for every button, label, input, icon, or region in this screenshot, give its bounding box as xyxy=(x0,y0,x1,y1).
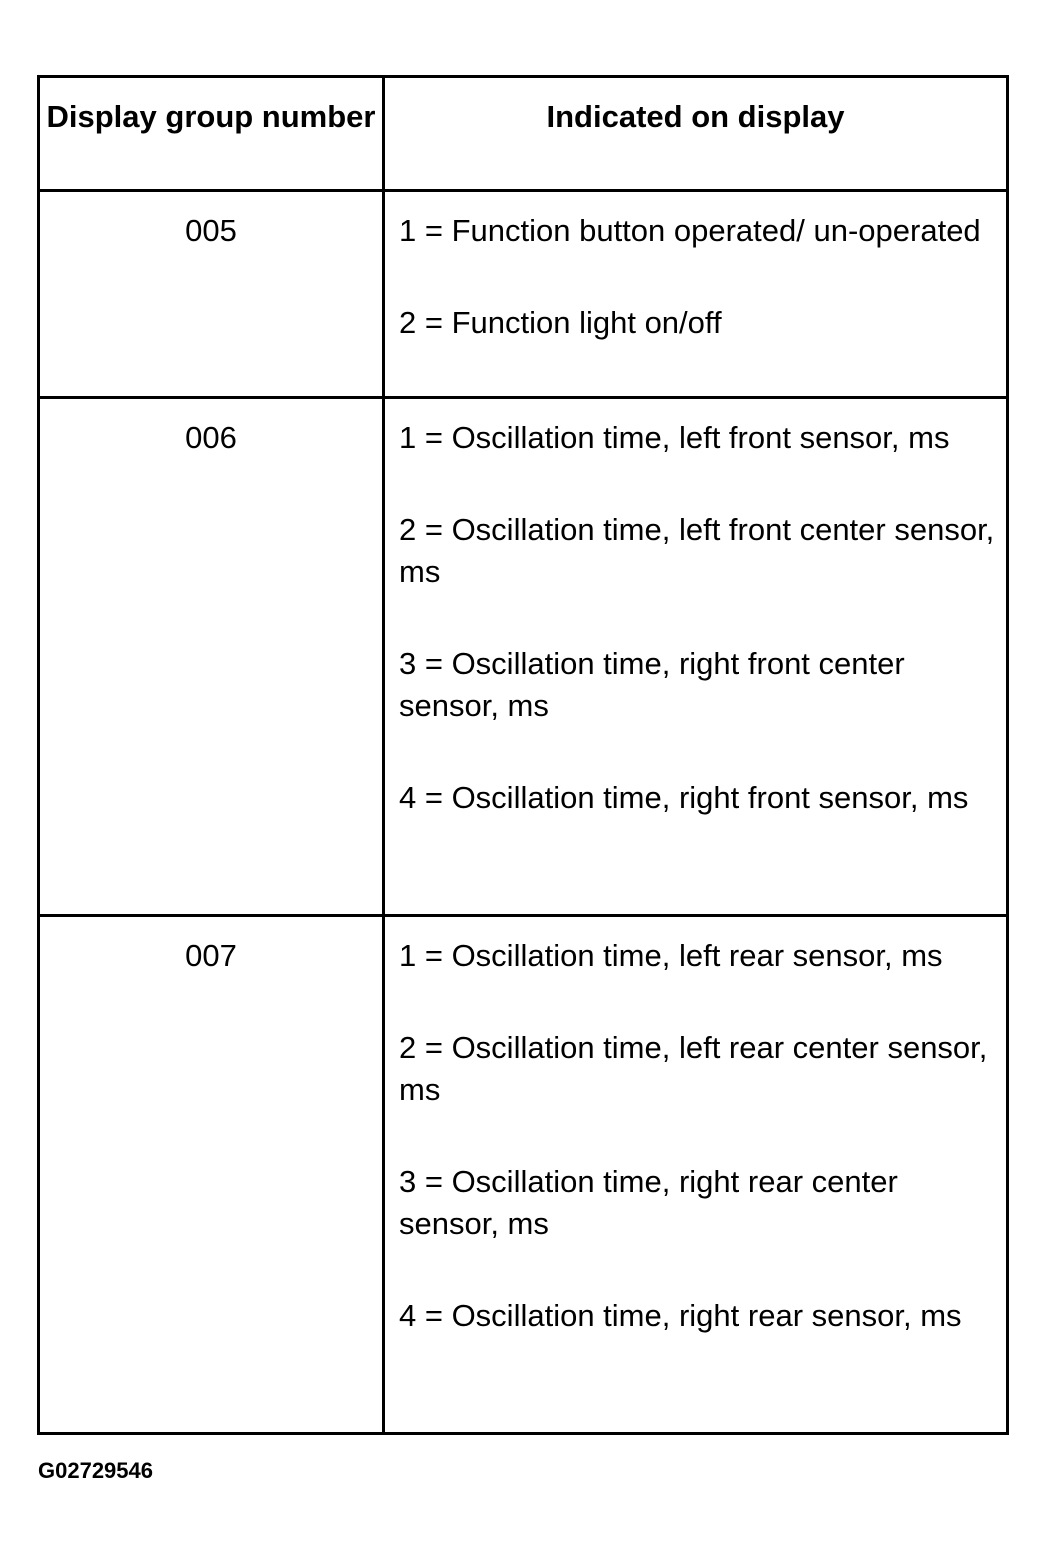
header-indicated-on-display: Indicated on display xyxy=(384,77,1008,191)
list-item: 3 = Oscillation time, right front center sensor, ms xyxy=(399,646,905,723)
list-item: 4 = Oscillation time, right front sensor, ms xyxy=(399,780,969,815)
group-number-cell: 006 xyxy=(39,398,384,916)
display-group-table xyxy=(37,75,1009,1435)
list-item: 2 = Oscillation time, left front center sensor, ms xyxy=(399,512,995,589)
figure-id: G02729546 xyxy=(38,1458,153,1483)
indicated-cell xyxy=(384,398,1008,916)
list-item: 1 = Function button operated/ un-operated xyxy=(399,213,981,248)
list-item: 1 = Oscillation time, left front sensor, ms xyxy=(399,420,950,455)
list-item: 4 = Oscillation time, right rear sensor, ms xyxy=(399,1298,962,1333)
header-row xyxy=(39,77,1008,191)
list-item: 2 = Function light on/off xyxy=(399,305,722,340)
list-item: 2 = Oscillation time, left rear center sensor, ms xyxy=(399,1030,988,1107)
list-item: 1 = Oscillation time, left rear sensor, ms xyxy=(399,938,943,973)
table-row xyxy=(39,398,1008,916)
indicated-cell xyxy=(384,191,1008,398)
indicated-cell xyxy=(384,916,1008,1434)
group-number-cell: 007 xyxy=(39,916,384,1434)
table-row xyxy=(39,916,1008,1434)
list-item: 3 = Oscillation time, right rear center sensor, ms xyxy=(399,1164,898,1241)
header-display-group-number: Display group number xyxy=(39,77,384,191)
group-number-cell: 005 xyxy=(39,191,384,398)
table-row xyxy=(39,191,1008,398)
